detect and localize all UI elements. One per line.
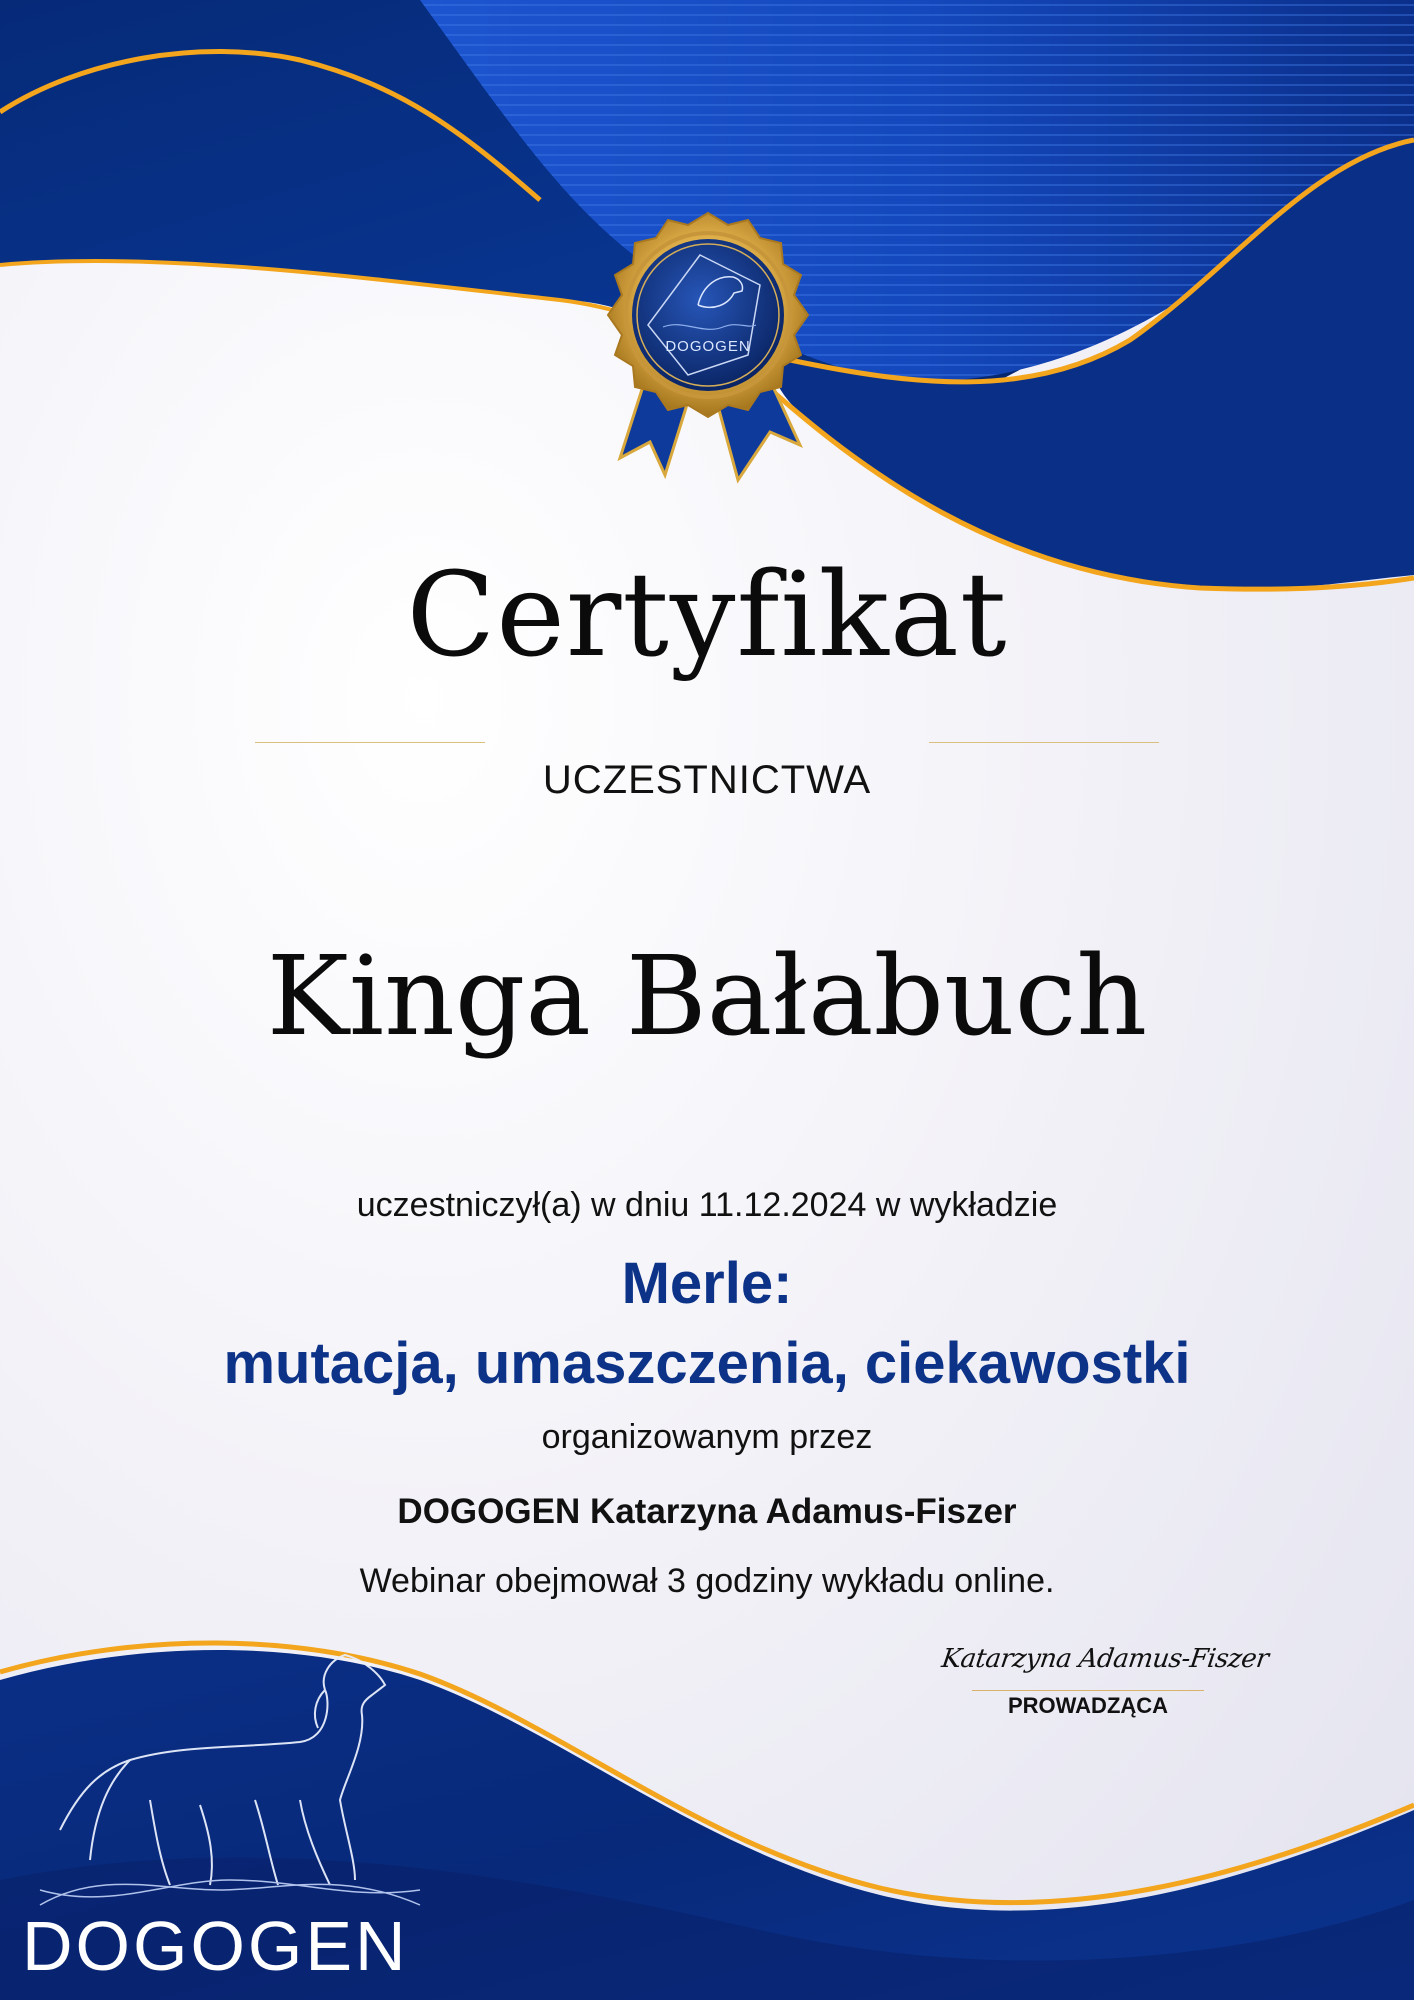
- brand-logo-text: DOGOGEN: [22, 1907, 409, 1985]
- signature: Katarzyna Adamus-Fiszer: [939, 1644, 1271, 1674]
- organized-by-text: organizowanym przez: [541, 1418, 873, 1456]
- seal: [608, 213, 808, 417]
- organizer-name: DOGOGEN Katarzyna Adamus-Fiszer: [397, 1492, 1017, 1531]
- signature-line: [972, 1690, 1204, 1691]
- seal-text: DOGOGEN: [665, 338, 751, 355]
- divider-left: [255, 742, 485, 743]
- webinar-note: Webinar obejmował 3 godziny wykładu online.: [359, 1562, 1055, 1600]
- course-title-line2: mutacja, umaszczenia, ciekawostki: [223, 1331, 1191, 1396]
- course-title-line1: Merle:: [621, 1251, 793, 1316]
- certificate-subtitle: UCZESTNICTWA: [542, 758, 872, 802]
- certificate-title: Certyfikat: [406, 548, 1008, 683]
- participation-text: uczestniczył(a) w dniu 11.12.2024 w wykładzie: [356, 1186, 1058, 1224]
- recipient-name: Kinga Bałabuch: [266, 932, 1148, 1060]
- divider-right: [929, 742, 1159, 743]
- signature-role: PROWADZĄCA: [1007, 1693, 1169, 1718]
